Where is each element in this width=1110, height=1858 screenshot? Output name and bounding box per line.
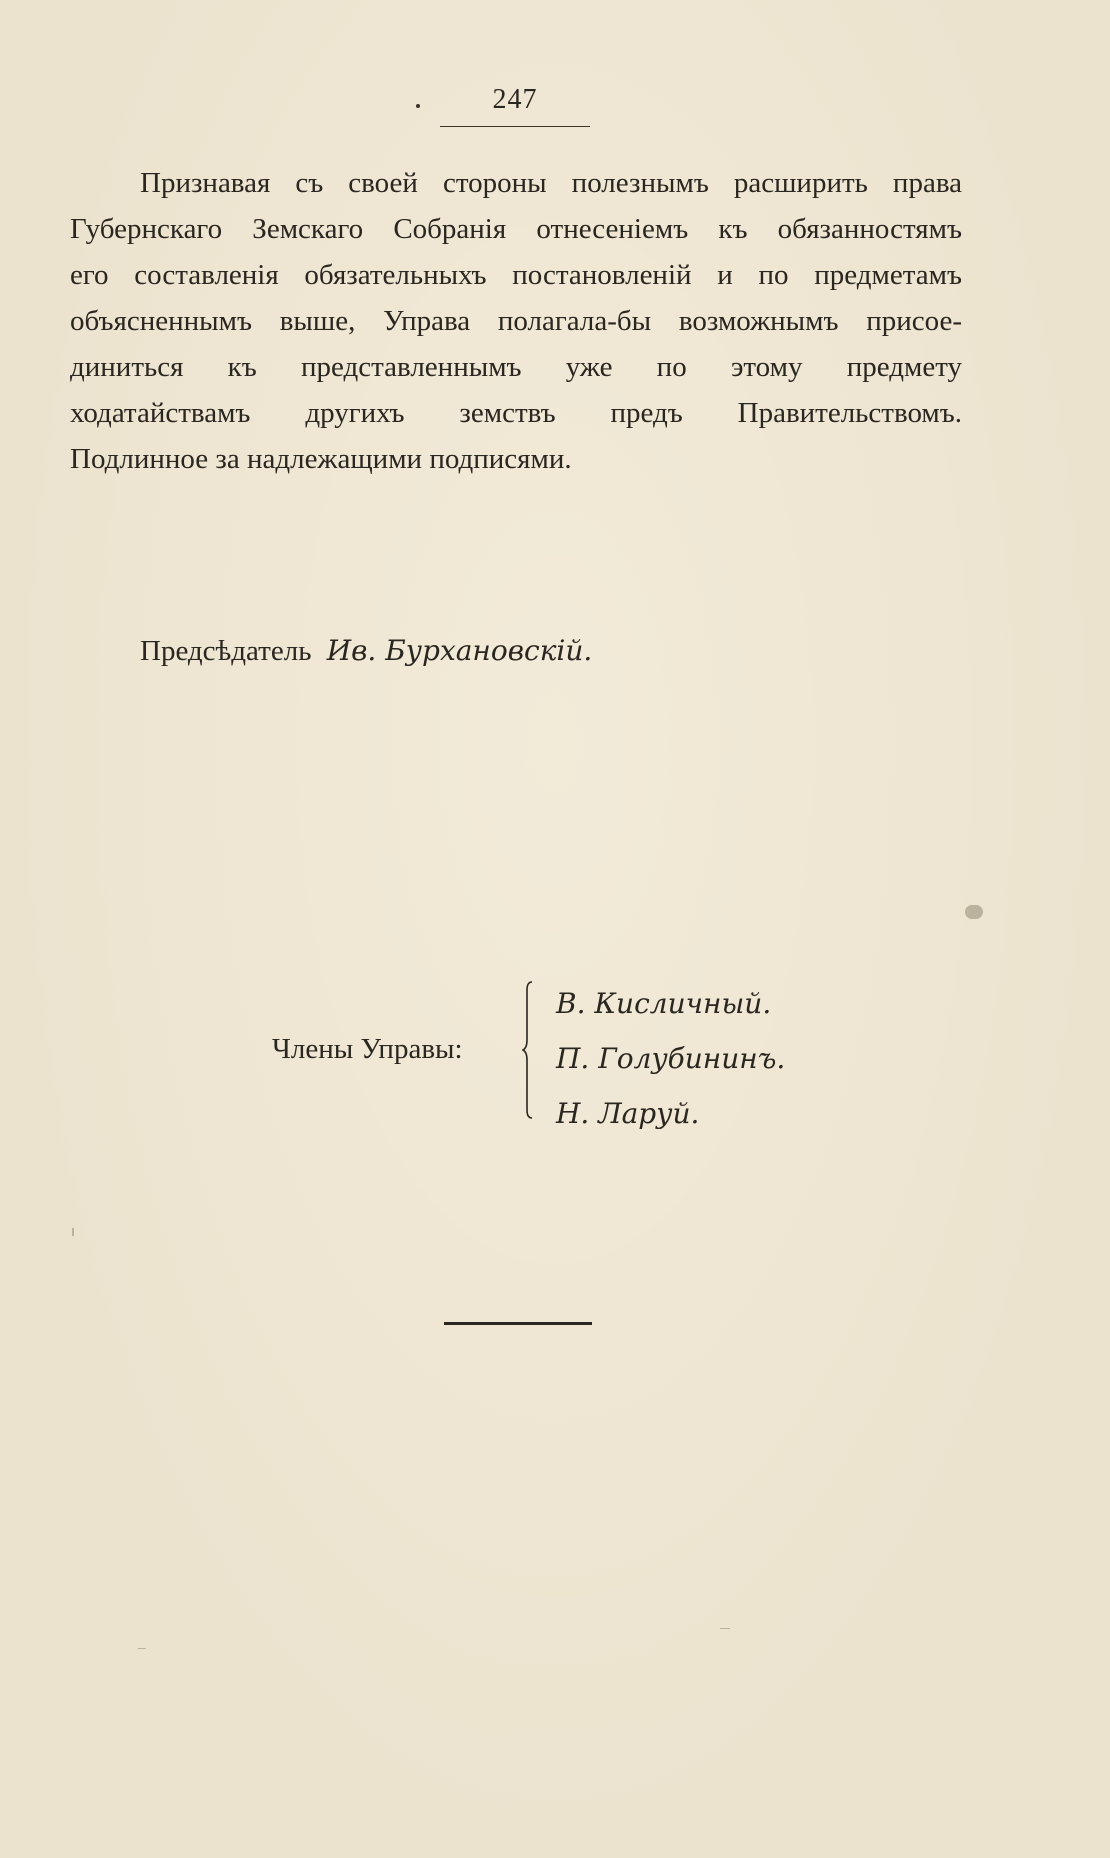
curly-brace (522, 980, 536, 1120)
paragraph-line: его составленія обязательныхъ постановленій и по предметамъ (70, 259, 962, 291)
body-paragraph (70, 160, 962, 482)
paragraph-line: ходатайствамъ другихъ земствъ предъ Правительствомъ. (70, 397, 962, 429)
ink-dot (416, 104, 420, 108)
chairman-title: Предсѣдатель (140, 635, 312, 667)
paper-speck (720, 1628, 730, 1629)
paper-stain (965, 905, 983, 919)
page-number-rule (440, 126, 590, 127)
members-label: Члены Управы: (272, 1033, 463, 1065)
paper-speck (138, 1648, 146, 1649)
page-number: 247 (492, 84, 538, 115)
member-name: В. Кисличный. (556, 987, 772, 1020)
paragraph-line: Губернскаго Земскаго Собранія отнесеніемъ къ обязанностямъ (70, 213, 962, 245)
chairman-name: Ив. Бурхановскій. (326, 634, 593, 667)
paragraph-line: Признавая съ своей стороны полезнымъ расширить права (140, 167, 962, 199)
paragraph-line: объясненнымъ выше, Управа полагала-бы возможнымъ присое- (70, 305, 962, 337)
member-name: Н. Ларуй. (556, 1097, 700, 1130)
paper-speck (72, 1228, 74, 1236)
paragraph-line: Подлинное за надлежащими подписями. (70, 443, 572, 475)
members-list (556, 976, 785, 1141)
chairman-signature-line (140, 634, 592, 668)
paragraph-line: диниться къ представленнымъ уже по этому предмету (70, 351, 962, 383)
end-rule (444, 1322, 592, 1325)
member-name: П. Голубининъ. (556, 1042, 786, 1075)
